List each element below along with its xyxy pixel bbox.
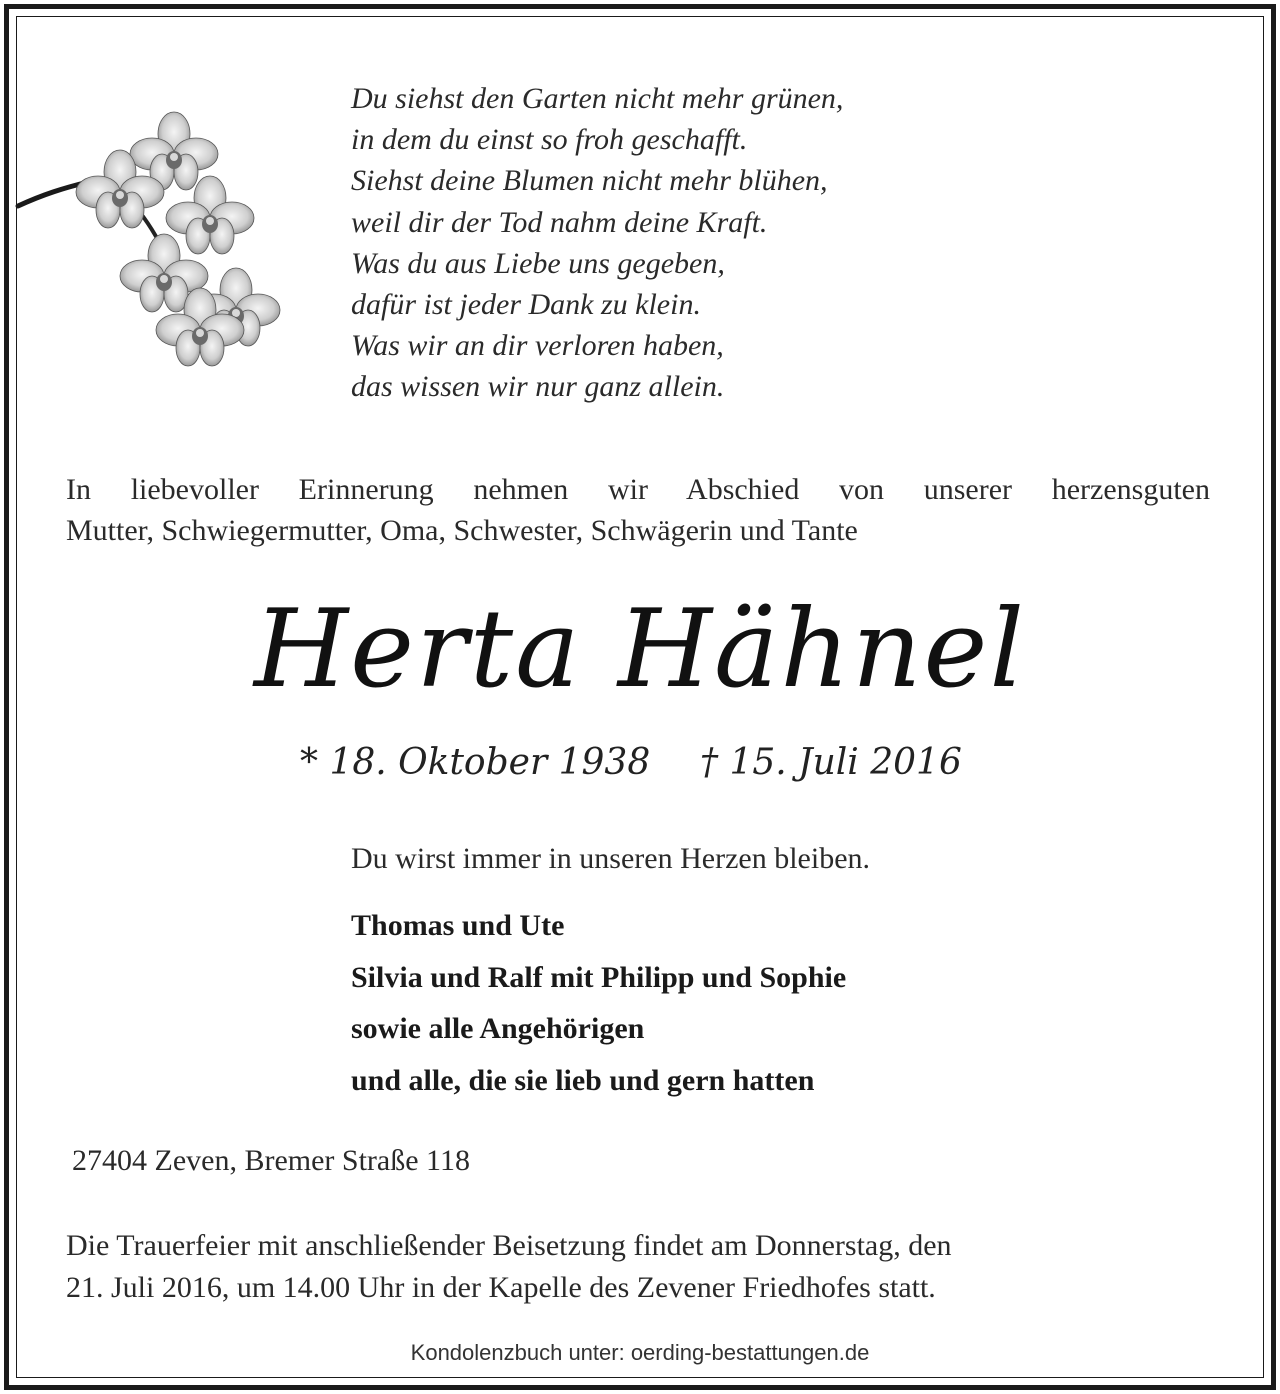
address: 27404 Zeven, Bremer Straße 118 — [72, 1144, 470, 1177]
intro-text — [66, 469, 1210, 551]
service-line: 21. Juli 2016, um 14.00 Uhr in der Kapelle des Zevener Friedhofes statt. — [66, 1271, 936, 1304]
death-date: † 15. Juli 2016 — [700, 742, 962, 783]
poem-line: Was wir an dir verloren haben, — [351, 329, 724, 363]
poem-line: Du siehst den Garten nicht mehr grünen, — [351, 82, 844, 115]
condolence-link[interactable]: Kondolenzbuch unter: oerding-bestattungen.de — [410, 1340, 870, 1365]
intro-line: In liebevoller Erinnerung nehmen wir Abschied von unserer herzensguten — [66, 473, 1210, 506]
birth-date: * 18. Oktober 1938 — [300, 742, 651, 783]
poem-line: Was du aus Liebe uns gegeben, — [351, 246, 725, 280]
signer: Silvia und Ralf mit Philipp und Sophie — [351, 960, 847, 994]
intro-line: Mutter, Schwiegermutter, Oma, Schwester, Schwägerin und Tante — [66, 514, 858, 547]
signer: Thomas und Ute — [351, 909, 565, 942]
poem-line: das wissen wir nur ganz allein. — [351, 370, 725, 404]
signers-list — [351, 900, 846, 1106]
poem-line: in dem du einst so froh geschafft. — [351, 123, 748, 157]
signer: und alle, die sie lieb und gern hatten — [351, 1063, 815, 1097]
deceased-name: Herta Hähnel — [254, 587, 1026, 712]
memorial-poem — [351, 78, 843, 408]
poem-line: dafür ist jeder Dank zu klein. — [351, 288, 701, 322]
service-info — [66, 1225, 1210, 1309]
signer: sowie alle Angehörigen — [351, 1012, 645, 1045]
poem-line: Siehst deine Blumen nicht mehr blühen, — [351, 164, 828, 198]
motto: Du wirst immer in unseren Herzen bleiben. — [351, 842, 871, 875]
orchid-image — [14, 108, 284, 368]
poem-line: weil dir der Tod nahm deine Kraft. — [351, 205, 768, 239]
service-line: Die Trauerfeier mit anschließender Beisetzung findet am Donnerstag, den — [66, 1229, 952, 1262]
